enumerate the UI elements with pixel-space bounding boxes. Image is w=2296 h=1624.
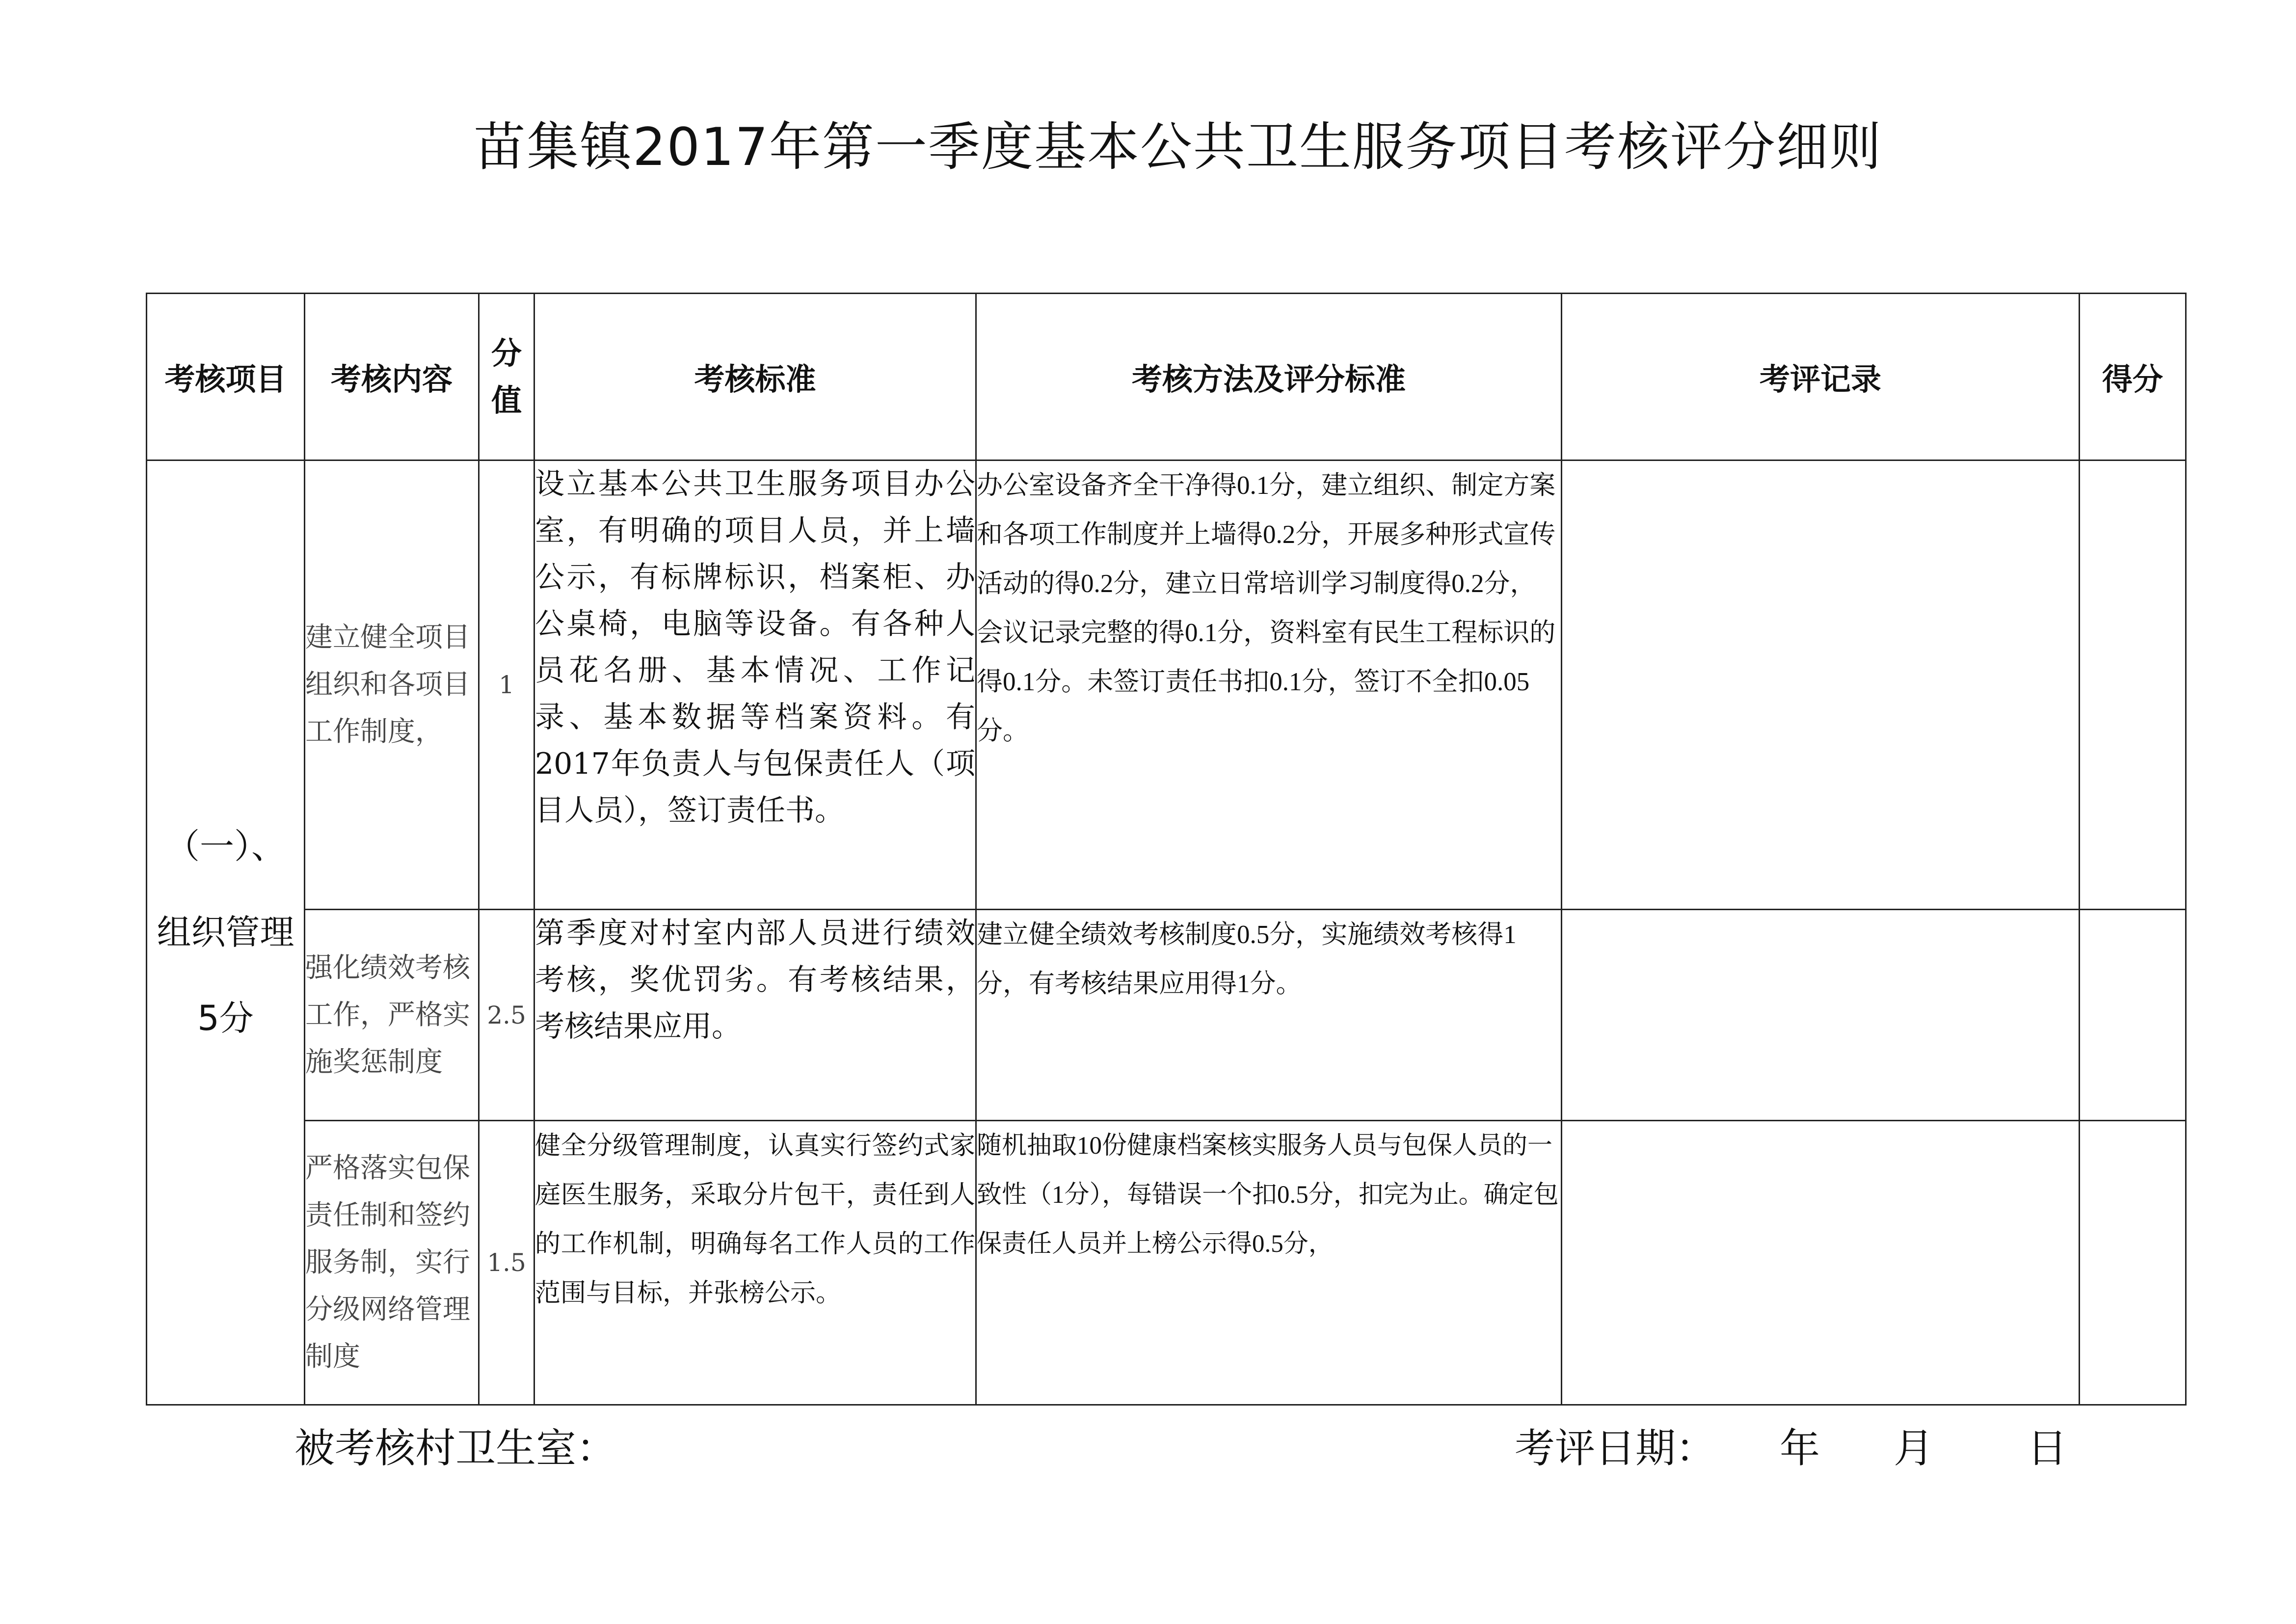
result-cell[interactable] (2080, 1121, 2186, 1405)
header-score: 分值 (479, 294, 534, 460)
assessment-table (146, 293, 2187, 1406)
page-title: 苗集镇2017年第一季度基本公共卫生服务项目考核评分细则 (474, 117, 1882, 177)
method-cell: 办公室设备齐全干净得0.1分，建立组织、制定方案和各项工作制度并上墙得0.2分，开展多种形式宣传活动的得0.2分，建立日常培训学习制度得0.2分，会议记录完整的得0.1分，资料室有民生工程标识的得0.1分。未签订责任书扣0.1分，签订不全扣0.05分。 (976, 460, 1562, 910)
record-cell[interactable] (1562, 1121, 2080, 1405)
standard-cell: 第季度对村室内部人员进行绩效考核，奖优罚劣。有考核结果，考核结果应用。 (534, 910, 976, 1121)
date-year-label: 年 (1780, 1425, 1820, 1472)
standard-cell: 健全分级管理制度，认真实行签约式家庭医生服务，采取分片包干，责任到人的工作机制，明确每名工作人员的工作范围与目标，并张榜公示。 (534, 1121, 976, 1405)
score-cell: 1.5 (479, 1121, 534, 1405)
village-label: 被考核村卫生室： (294, 1425, 617, 1472)
content-cell: 严格落实包保责任制和签约服务制，实行分级网络管理制度 (305, 1121, 479, 1405)
header-method: 考核方法及评分标准 (976, 294, 1562, 460)
header-row (147, 294, 2186, 460)
score-cell: 2.5 (479, 910, 534, 1121)
date-label: 考评日期： (1515, 1425, 1716, 1472)
header-item: 考核项目 (147, 294, 305, 460)
date-month-label: 月 (1894, 1425, 1934, 1472)
header-standard: 考核标准 (534, 294, 976, 460)
standard-cell: 设立基本公共卫生服务项目办公室，有明确的项目人员，并上墙公示，有标牌标识，档案柜、办公桌椅，电脑等设备。有各种人员花名册、基本情况、工作记录、基本数据等档案资料。有2017年负责人与包保责任人（项目人员），签订责任书。 (534, 460, 976, 910)
section-cell (147, 460, 305, 1405)
table-row (147, 910, 2186, 1121)
section-points: 5分 (197, 998, 254, 1038)
result-cell[interactable] (2080, 460, 2186, 910)
header-result: 得分 (2080, 294, 2186, 460)
method-cell: 建立健全绩效考核制度0.5分，实施绩效考核得1分，有考核结果应用得1分。 (976, 910, 1562, 1121)
header-content: 考核内容 (305, 294, 479, 460)
content-cell: 强化绩效考核工作，严格实施奖惩制度 (305, 910, 479, 1121)
record-cell[interactable] (1562, 910, 2080, 1121)
method-cell: 随机抽取10份健康档案核实服务人员与包保人员的一致性（1分），每错误一个扣0.5分，扣完为止。确定包保责任人员并上榜公示得0.5分， (976, 1121, 1562, 1405)
score-cell: 1 (479, 460, 534, 910)
table-row (147, 1121, 2186, 1405)
date-day-label: 日 (2027, 1425, 2068, 1472)
evaluation-date (1515, 1416, 2067, 1474)
section-name: 组织管理 (157, 912, 294, 952)
content-cell: 建立健全项目组织和各项目工作制度， (305, 460, 479, 910)
section-label: （一）、 (165, 826, 286, 866)
record-cell[interactable] (1562, 460, 2080, 910)
header-record: 考评记录 (1562, 294, 2080, 460)
table-row (147, 460, 2186, 910)
result-cell[interactable] (2080, 910, 2186, 1121)
